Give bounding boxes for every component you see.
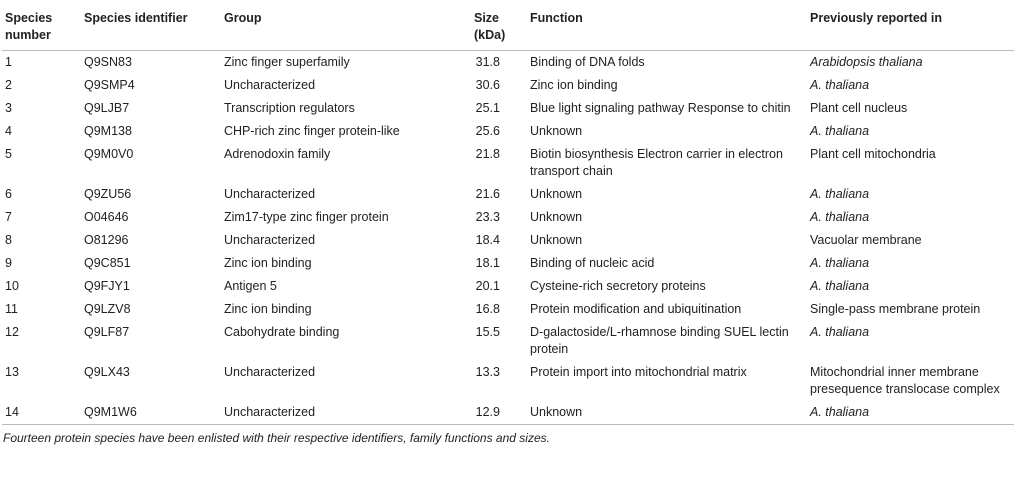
cell-size: 18.1: [475, 256, 500, 270]
cell-size: 13.3: [475, 365, 500, 379]
cell-species-identifier: Q9M138: [84, 124, 132, 138]
cell-size: 31.8: [475, 55, 500, 69]
cell-size: 21.8: [475, 147, 500, 161]
cell-previously-reported: Mitochondrial inner membrane presequence translocase complex: [810, 365, 1000, 396]
table-row: [2, 183, 1014, 206]
cell-previously-reported: A. thaliana: [810, 187, 870, 201]
table-row: [2, 298, 1014, 321]
table-header: [2, 0, 1014, 51]
cell-species-number: 7: [5, 210, 12, 224]
cell-group: Adrenodoxin family: [224, 147, 331, 161]
cell-group: Uncharacterized: [224, 78, 316, 92]
cell-group: Zinc ion binding: [224, 256, 312, 270]
cell-previously-reported: Single-pass membrane protein: [810, 302, 981, 316]
cell-function: Unknown: [530, 233, 583, 247]
cell-previously-reported: A. thaliana: [810, 78, 870, 92]
table-row: [2, 143, 1014, 183]
cell-group: Antigen 5: [224, 279, 277, 293]
cell-group: Transcription regulators: [224, 101, 355, 115]
cell-group: CHP-rich zinc finger protein-like: [224, 124, 400, 138]
table-caption: Fourteen protein species have been enlisted with their respective identifiers, family functions and sizes.: [3, 431, 550, 445]
table-row: [2, 229, 1014, 252]
cell-previously-reported: A. thaliana: [810, 210, 870, 224]
cell-species-identifier: Q9LJB7: [84, 101, 130, 115]
table-row: [2, 206, 1014, 229]
table-row: [2, 120, 1014, 143]
cell-previously-reported: Vacuolar membrane: [810, 233, 922, 247]
cell-function: Binding of DNA folds: [530, 55, 645, 69]
cell-group: Uncharacterized: [224, 187, 316, 201]
table-row: [2, 74, 1014, 97]
table-row: [2, 51, 1014, 75]
header-species-number: Species number: [2, 0, 84, 51]
cell-previously-reported: Arabidopsis thaliana: [810, 55, 923, 69]
cell-size: 30.6: [475, 78, 500, 92]
cell-species-number: 1: [5, 55, 12, 69]
cell-species-number: 8: [5, 233, 12, 247]
cell-species-identifier: Q9SN83: [84, 55, 132, 69]
cell-species-number: 9: [5, 256, 12, 270]
cell-species-identifier: O04646: [84, 210, 129, 224]
cell-size: 21.6: [475, 187, 500, 201]
cell-group: Uncharacterized: [224, 365, 316, 379]
header-size: Size (kDa): [448, 0, 530, 51]
cell-previously-reported: A. thaliana: [810, 401, 1014, 425]
table-row: [2, 401, 1014, 425]
cell-previously-reported: A. thaliana: [810, 124, 870, 138]
header-group: Group: [224, 0, 448, 51]
header-function: Function: [530, 0, 810, 51]
table-row: [2, 321, 1014, 361]
cell-species-identifier: Q9LZV8: [84, 302, 131, 316]
cell-size: 23.3: [475, 210, 500, 224]
table-row: [2, 252, 1014, 275]
cell-previously-reported: Plant cell nucleus: [810, 101, 908, 115]
cell-function: Protein import into mitochondrial matrix: [530, 365, 747, 379]
cell-species-identifier: Q9C851: [84, 256, 131, 270]
cell-function: Biotin biosynthesis Electron carrier in electron transport chain: [530, 147, 783, 178]
cell-species-number: 11: [5, 302, 18, 316]
cell-size: 12.9: [448, 401, 530, 425]
cell-species-number: 13: [5, 365, 19, 379]
header-previously-reported: Previously reported in: [810, 0, 1014, 51]
cell-species-identifier: Q9M1W6: [84, 401, 224, 425]
cell-group: Cabohydrate binding: [224, 325, 340, 339]
cell-species-number: 12: [5, 325, 19, 339]
table-body: [2, 51, 1014, 425]
table-row: [2, 361, 1014, 401]
cell-previously-reported: A. thaliana: [810, 256, 870, 270]
cell-function: Unknown: [530, 401, 810, 425]
cell-group: Uncharacterized: [224, 401, 448, 425]
cell-species-identifier: Q9M0V0: [84, 147, 134, 161]
cell-species-number: 5: [5, 147, 12, 161]
cell-size: 20.1: [475, 279, 500, 293]
cell-previously-reported: A. thaliana: [810, 325, 870, 339]
cell-size: 15.5: [475, 325, 500, 339]
header-row: [2, 0, 1014, 51]
cell-group: Zinc finger superfamily: [224, 55, 350, 69]
cell-function: Binding of nucleic acid: [530, 256, 655, 270]
cell-species-number: 6: [5, 187, 12, 201]
table-row: [2, 275, 1014, 298]
cell-group: Uncharacterized: [224, 233, 316, 247]
cell-species-identifier: Q9SMP4: [84, 78, 135, 92]
cell-species-number: 4: [5, 124, 12, 138]
cell-function: D-galactoside/L-rhamnose binding SUEL lectin protein: [530, 325, 789, 356]
cell-species-number: 3: [5, 101, 12, 115]
cell-species-identifier: Q9FJY1: [84, 279, 130, 293]
cell-function: Zinc ion binding: [530, 78, 618, 92]
cell-species-number: 2: [5, 78, 12, 92]
cell-species-number: 14: [2, 401, 84, 425]
cell-function: Unknown: [530, 124, 583, 138]
cell-species-identifier: Q9LF87: [84, 325, 130, 339]
cell-size: 18.4: [475, 233, 500, 247]
cell-species-number: 10: [5, 279, 19, 293]
cell-previously-reported: A. thaliana: [810, 279, 870, 293]
cell-species-identifier: Q9LX43: [84, 365, 130, 379]
cell-species-identifier: Q9ZU56: [84, 187, 132, 201]
cell-size: 25.1: [475, 101, 500, 115]
cell-size: 16.8: [475, 302, 500, 316]
cell-species-identifier: O81296: [84, 233, 129, 247]
cell-group: Zim17-type zinc finger protein: [224, 210, 389, 224]
cell-function: Cysteine-rich secretory proteins: [530, 279, 706, 293]
cell-function: Unknown: [530, 210, 583, 224]
protein-species-table: [2, 0, 1014, 425]
cell-size: 25.6: [475, 124, 500, 138]
cell-function: Protein modification and ubiquitination: [530, 302, 742, 316]
cell-group: Zinc ion binding: [224, 302, 312, 316]
header-species-identifier: Species identifier: [84, 0, 224, 51]
cell-function: Blue light signaling pathway Response to chitin: [530, 101, 791, 115]
cell-previously-reported: Plant cell mitochondria: [810, 147, 936, 161]
table-row: [2, 97, 1014, 120]
cell-function: Unknown: [530, 187, 583, 201]
